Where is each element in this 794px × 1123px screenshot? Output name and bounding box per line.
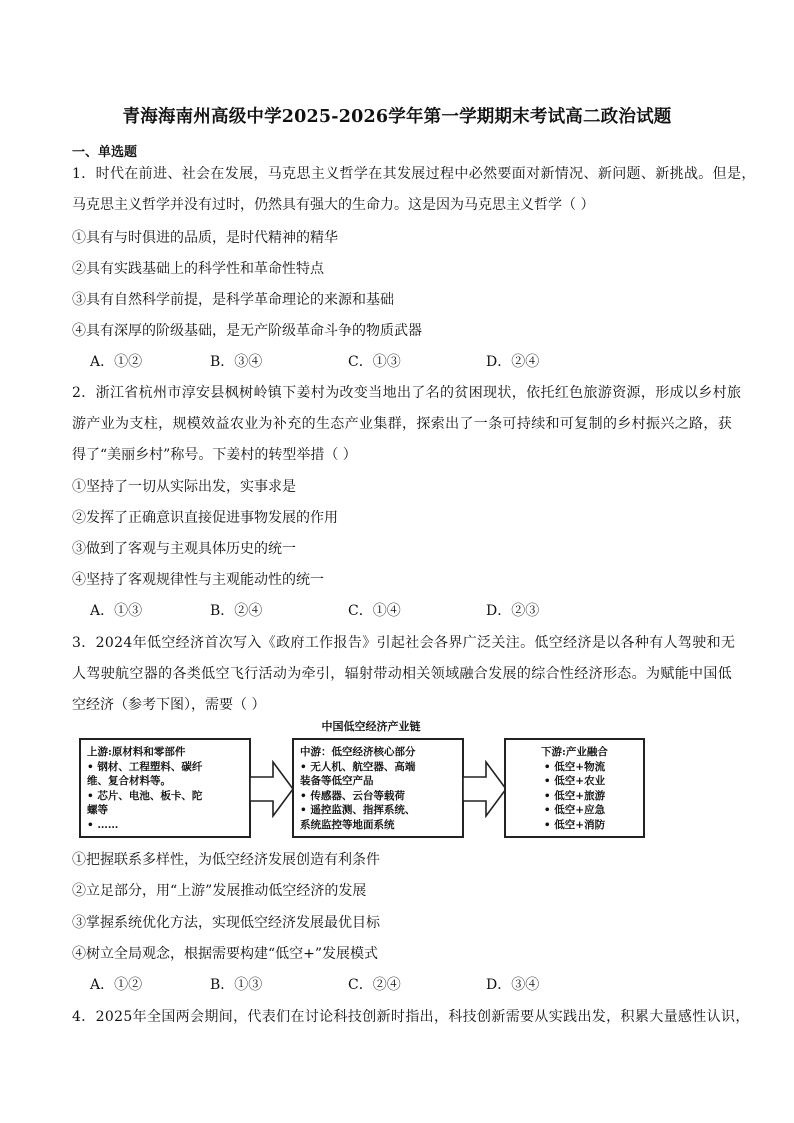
q3-option-a[interactable]: A．①② — [90, 977, 143, 993]
q2-statement-4: ④坚持了客观规律性与主观能动性的统一 — [72, 572, 324, 588]
q2-options — [90, 601, 690, 621]
q2-option-a[interactable]: A．①③ — [90, 603, 143, 619]
q3-statement-3: ③掌握系统优化方法，实现低空经济发展最优目标 — [72, 915, 380, 931]
q2-statement-2: ②发挥了正确意识直接促进事物发展的作用 — [72, 510, 338, 526]
q3-statement-1: ①把握联系多样性，为低空经济发展创造有利条件 — [72, 852, 380, 868]
midstream-item: • 遥控监测、指挥系统、 — [300, 804, 416, 816]
midstream-item: • 传感器、云台等载荷 — [300, 789, 405, 802]
upstream-item: 维、复合材料等。 — [87, 775, 171, 787]
diagram-title: 中国低空经济产业链 — [321, 720, 421, 733]
q3-statement-2: ②立足部分，用“上游”发展推动低空经济的发展 — [72, 883, 367, 899]
q1-options — [90, 352, 690, 372]
exam-title: 青海海南州高级中学2025-2026学年第一学期期末考试高二政治试题 — [122, 107, 672, 127]
downstream-item: • 低空+旅游 — [543, 789, 606, 802]
downstream-box — [504, 738, 645, 838]
q2-stem-line-2: 游产业为支柱，规模效益农业为补充的生态产业集群，探索出了一条可持续和可复制的乡村振兴之路，获 — [72, 416, 733, 432]
downstream-item: • 低空+应急 — [543, 804, 606, 816]
q1-option-a[interactable]: A．①② — [90, 354, 143, 370]
q1-option-d[interactable]: D．②④ — [486, 354, 540, 370]
q2-stem-line-3: 得了“美丽乡村”称号。下姜村的转型举措（ ） — [72, 447, 357, 463]
midstream-item: 系统监控等地面系统 — [300, 818, 395, 831]
midstream-item: • 无人机、航空器、高端 — [300, 760, 416, 773]
q3-stem-line-2: 人驾驶航空器的各类低空飞行活动为牵引，辐射带动相关领域融合发展的综合性经济形态。为赋能中国低 — [72, 666, 733, 682]
q1-statement-4: ④具有深厚的阶级基础，是无产阶级革命斗争的物质武器 — [72, 323, 422, 339]
upstream-box — [79, 738, 251, 838]
q2-statement-3: ③做到了客观与主观具体历史的统一 — [72, 541, 296, 557]
midstream-heading: 中游：低空经济核心部分 — [300, 746, 416, 758]
q3-stem-line-3: 空经济（参考下图），需要（ ） — [72, 697, 266, 713]
q2-option-d[interactable]: D．②③ — [486, 603, 540, 619]
arrow-right-icon — [249, 760, 295, 818]
midstream-box — [292, 738, 464, 838]
upstream-heading: 上游:原材料和零部件 — [87, 746, 186, 758]
upstream-item: • 芯片、电池、板卡、陀 — [87, 789, 203, 802]
q1-statement-1: ①具有与时俱进的品质，是时代精神的精华 — [72, 230, 338, 246]
q3-option-c[interactable]: C．②④ — [348, 977, 401, 993]
upstream-item: • …… — [87, 818, 119, 831]
industry-chain-diagram — [79, 718, 645, 842]
q1-option-b[interactable]: B．③④ — [210, 354, 263, 370]
q2-option-c[interactable]: C．①④ — [348, 603, 401, 619]
section-heading: 一、单选题 — [72, 145, 138, 160]
q1-statement-3: ③具有自然科学前提，是科学革命理论的来源和基础 — [72, 292, 394, 308]
q3-statement-4: ④树立全局观念，根据需要构建“低空+”发展模式 — [72, 946, 379, 962]
q3-option-b[interactable]: B．①③ — [210, 977, 263, 993]
q1-stem-line-1: 1．时代在前进、社会在发展，马克思主义哲学在其发展过程中必然要面对新情况、新问题、新挑战。但是， — [72, 166, 756, 182]
q1-option-c[interactable]: C．①③ — [348, 354, 401, 370]
q3-stem-line-1: 3．2024年低空经济首次写入《政府工作报告》引起社会各界广泛关注。低空经济是以各种有人驾驶和无 — [72, 635, 736, 651]
midstream-item: 装备等低空产品 — [300, 775, 374, 787]
downstream-heading: 下游:产业融合 — [541, 746, 608, 758]
arrow-right-icon — [462, 760, 508, 818]
q2-statement-1: ①坚持了一切从实际出发，实事求是 — [72, 479, 296, 495]
q3-options — [90, 975, 690, 995]
downstream-item: • 低空+物流 — [543, 760, 606, 773]
upstream-item: • 钢材、工程塑料、碳纤 — [87, 760, 203, 773]
q1-stem-line-2: 马克思主义哲学并没有过时，仍然具有强大的生命力。这是因为马克思主义哲学（ ） — [72, 197, 595, 213]
q1-statement-2: ②具有实践基础上的科学性和革命性特点 — [72, 261, 324, 277]
q2-option-b[interactable]: B．②④ — [210, 603, 263, 619]
q2-stem-line-1: 2．浙江省杭州市淳安县枫树岭镇下姜村为改变当地出了名的贫困现状，依托红色旅游资源，形成以乡村旅 — [72, 385, 742, 401]
downstream-item: • 低空+消防 — [543, 818, 606, 831]
q4-stem-line-1: 4．2025年全国两会期间，代表们在讨论科技创新时指出，科技创新需要从实践出发，积累大量感性认识， — [72, 1009, 750, 1025]
upstream-item: 螺等 — [87, 804, 108, 816]
downstream-item: • 低空+农业 — [543, 775, 606, 787]
q3-option-d[interactable]: D．③④ — [486, 977, 540, 993]
